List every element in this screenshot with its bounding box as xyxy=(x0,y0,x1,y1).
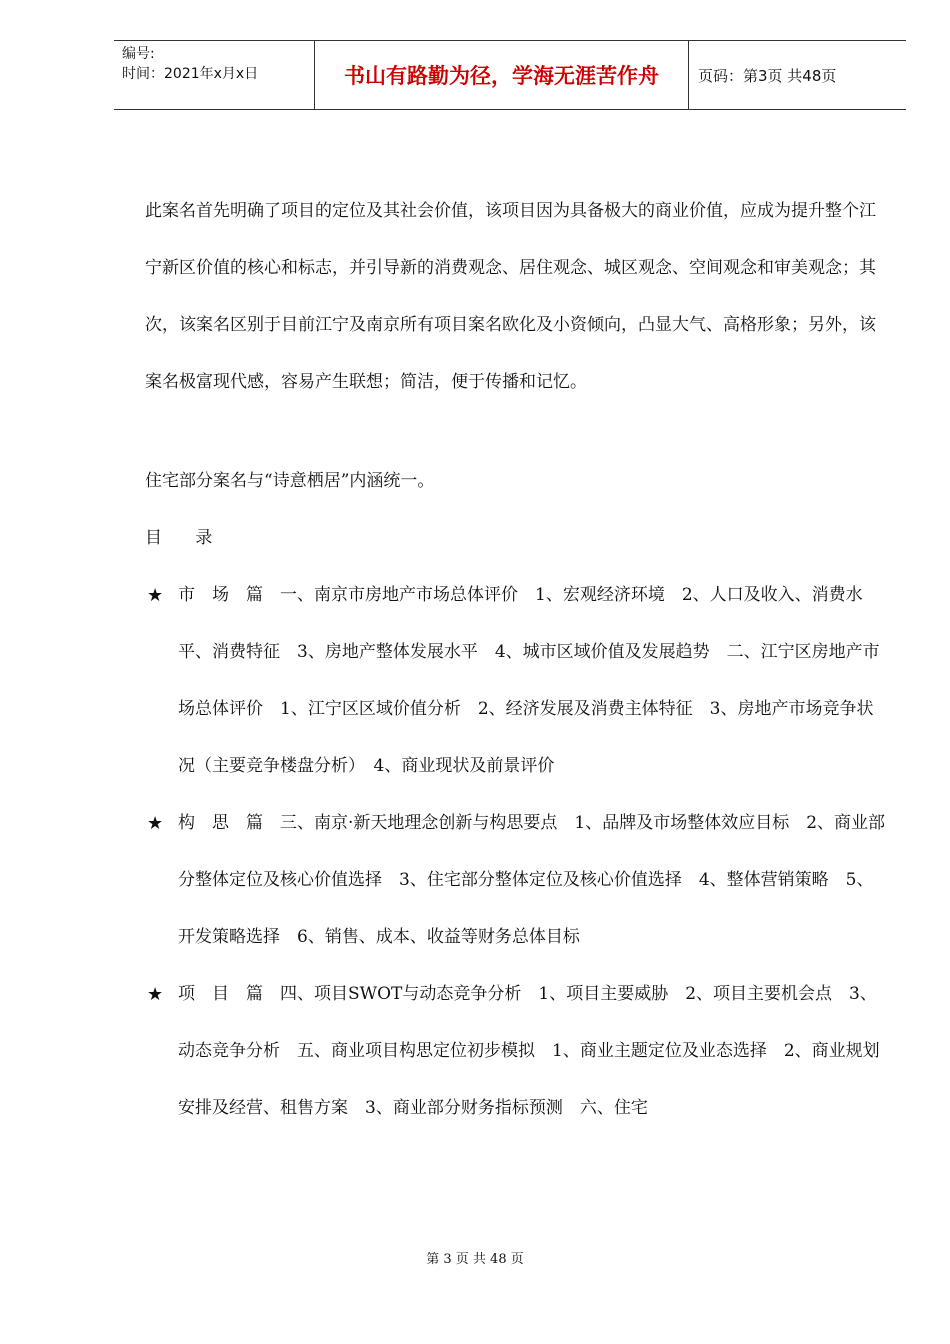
page-header xyxy=(114,40,906,110)
page-footer: 第 3 页 共 48 页 xyxy=(426,1252,524,1267)
document-body xyxy=(145,183,890,1137)
toc-title: 目 录 xyxy=(145,528,227,548)
star-icon: ★ xyxy=(147,984,164,1005)
number-label: 编号: xyxy=(122,46,155,62)
time-label: 时间：2021年x月x日 xyxy=(122,66,259,82)
header-meta xyxy=(114,41,315,109)
toc-item-market xyxy=(145,567,890,795)
toc-item-project xyxy=(145,966,890,1137)
toc-item-text: 构 思 篇 三、南京·新天地理念创新与构思要点 1、品牌及市场整体效应目标 2、商业部分整体定位及核心价值选择 3、住宅部分整体定位及核心价值选择 4、整体营销策略 5、开发策略选择 6、销售、成本、收益等财务总体目标 xyxy=(178,813,886,947)
header-page-info: 页码：第3页 共48页 xyxy=(698,66,837,85)
toc-item-text: 市 场 篇 一、南京市房地产市场总体评价 1、宏观经济环境 2、人口及收入、消费水平、消费特征 3、房地产整体发展水平 4、城市区域价值及发展趋势 二、江宁区房地产市场总体评价 1、江宁区区域价值分析 2、经济发展及消费主体特征 3、房地产市场竞争状况（主要竞争楼盘分析） 4、商业现状及前景评价 xyxy=(178,585,880,776)
toc-item-text: 项 目 篇 四、项目SWOT与动态竞争分析 1、项目主要威胁 2、项目主要机会点 3、动态竞争分析 五、商业项目构思定位初步模拟 1、商业主题定位及业态选择 2、商业规划安排及经营、租售方案 3、商业部分财务指标预测 六、住宅 xyxy=(178,984,880,1118)
header-motto: 书山有路勤为径，学海无涯苦作舟 xyxy=(315,41,689,109)
toc-item-concept xyxy=(145,795,890,966)
star-icon: ★ xyxy=(147,585,164,606)
paragraph-case-name: 此案名首先明确了项目的定位及其社会价值，该项目因为具备极大的商业价值，应成为提升整个江宁新区价值的核心和标志，并引导新的消费观念、居住观念、城区观念、空间观念和审美观念；其次，该案名区别于目前江宁及南京所有项目案名欧化及小资倾向，凸显大气、高格形象；另外，该案名极富现代感，容易产生联想；简洁，便于传播和记忆。 xyxy=(145,201,876,392)
star-icon: ★ xyxy=(147,813,164,834)
paragraph-residential: 住宅部分案名与“诗意栖居”内涵统一。 xyxy=(145,471,435,491)
